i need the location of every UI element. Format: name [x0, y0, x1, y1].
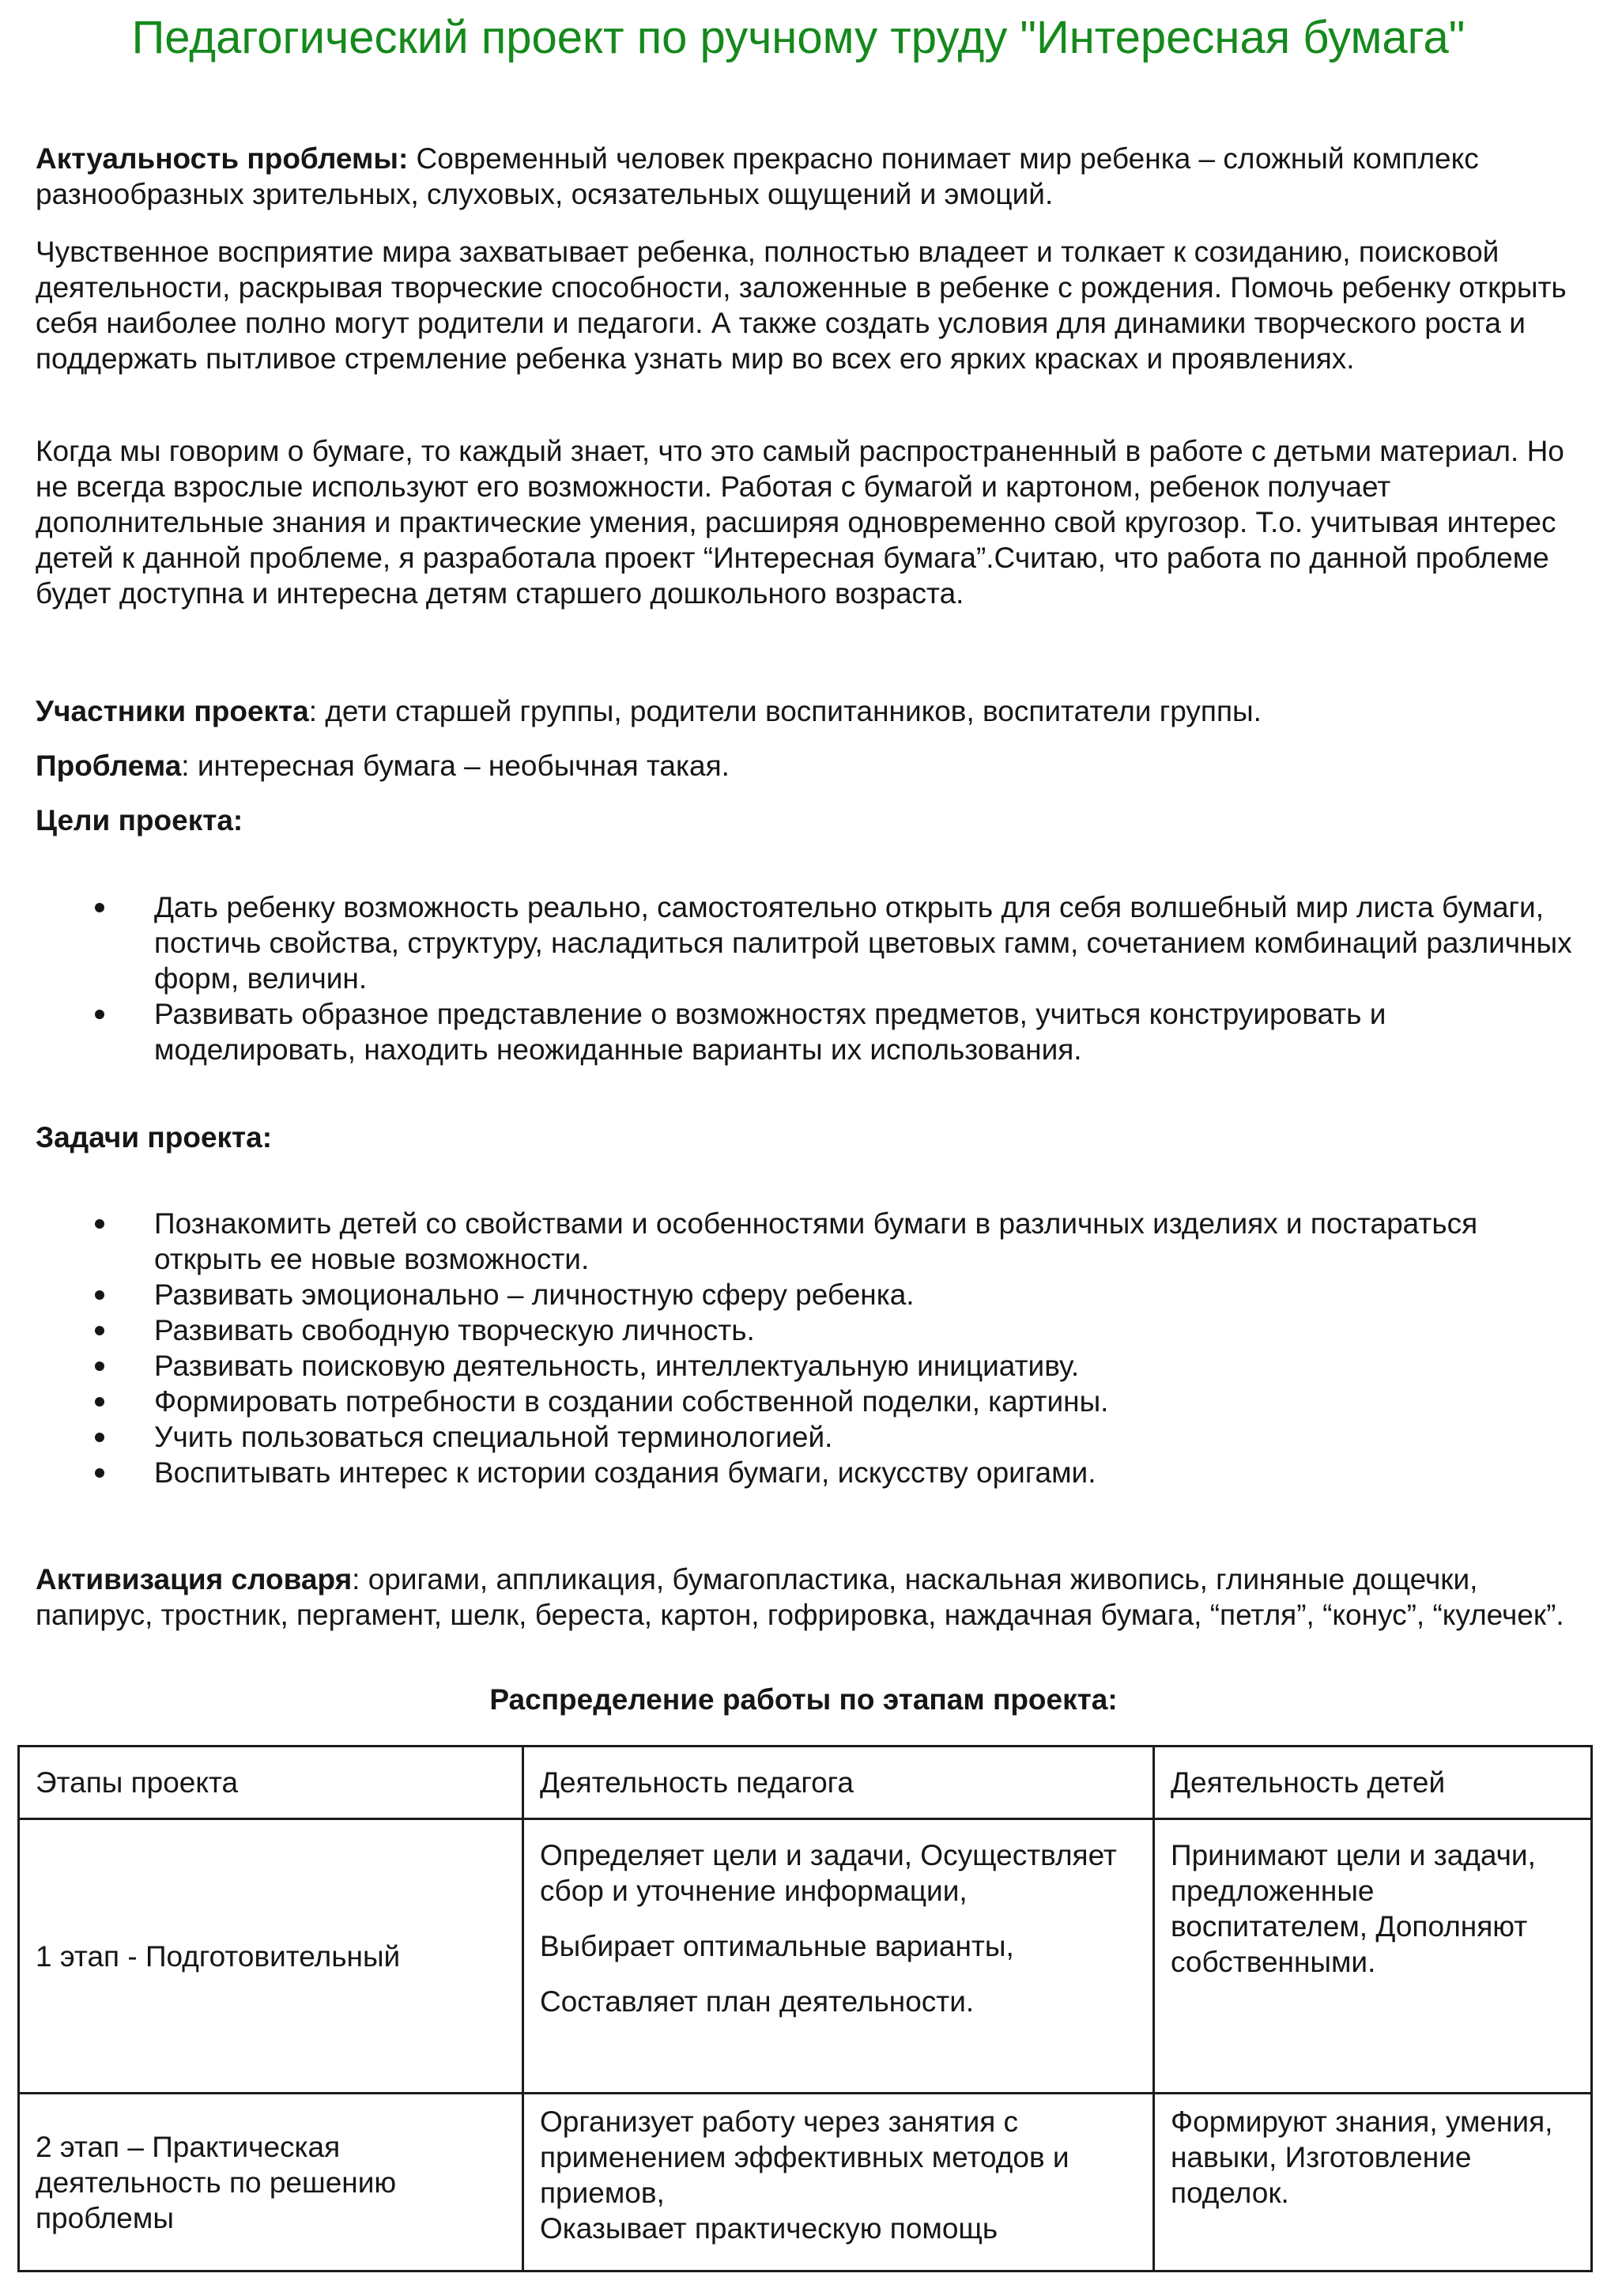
relevance-text: Современный человек прекрасно понимает мир ребенка – сложный комплекс разнообразных зрительных, слуховых, осязательных ощущений и эмоций. [36, 142, 1479, 210]
paragraph-perception: Чувственное восприятие мира захватывает ребенка, полностью владеет и толкает к созиданию, поисковой деятельности, раскрывая творческие способности, заложенные в ребенке с рождения. Помочь ребенку открыть себя наиболее полно могут родители и педагоги. А также создать условия для динамики творческого роста и поддержать пытливое стремление ребенка узнать мир во всех его ярких красках и проявлениях. [36, 236, 1567, 375]
stage-cell: 1 этап - Подготовительный [19, 1819, 523, 2094]
list-item: Познакомить детей со свойствами и особенностями бумаги в различных изделиях и постараться открыть ее новые возможности. [95, 1206, 1573, 1277]
bullet-icon [95, 1433, 104, 1442]
paragraph-paper: Когда мы говорим о бумаге, то каждый знает, что это самый распространенный в работе с детьми материал. Но не всегда взрослые используют его возможности. Работая с бумагой и картоном, ребенок получает дополнительные знания и практические умения, расширяя одновременно свой кругозор. Т.о. учитывая интерес детей к данной проблеме, я разработала проект “Интересная бумага”.Считаю, что работа по данной проблеме будет доступна и интересна детям старшего дошкольного возраста. [36, 435, 1564, 610]
children-cell: Формируют знания, умения, навыки, Изготовление поделок. [1154, 2094, 1592, 2271]
list-item: Развивать свободную творческую личность. [95, 1312, 1573, 1348]
bullet-icon [95, 1010, 104, 1019]
problem-label: Проблема [36, 750, 182, 782]
relevance-label: Актуальность проблемы: [36, 142, 409, 175]
header-stages: Этапы проекта [19, 1747, 523, 1819]
participants-label: Участники проекта [36, 695, 309, 727]
bullet-icon [95, 1468, 104, 1478]
problem-line [36, 748, 1577, 784]
bullet-icon [95, 1290, 104, 1300]
participants-line [36, 693, 1577, 729]
tasks-heading: Задачи проекта: [36, 1121, 273, 1154]
stages-table [17, 1745, 1593, 2272]
table-header-row [19, 1747, 1592, 1819]
tasks-list [95, 1206, 1573, 1490]
teacher-cell: Организует работу через занятия с применением эффективных методов и приемов, Оказывает практическую помощь [523, 2094, 1154, 2271]
page-title: Педагогический проект по ручному труду "Интересная бумага" [131, 12, 1466, 63]
relevance-paragraph [36, 141, 1577, 212]
list-item: Воспитывать интерес к истории создания бумаги, искусству оригами. [95, 1455, 1573, 1490]
vocabulary-text: : оригами, аппликация, бумагопластика, наскальная живопись, глиняные дощечки, папирус, тростник, пергамент, шелк, береста, картон, гофрировка, наждачная бумага, “петля”, “конус”, “кулечек”. [36, 1563, 1564, 1631]
bullet-icon [95, 1326, 104, 1335]
bullet-icon [95, 1361, 104, 1371]
header-teacher: Деятельность педагога [523, 1747, 1154, 1819]
table-row [19, 2094, 1592, 2271]
bullet-icon [95, 1397, 104, 1407]
goals-heading: Цели проекта: [36, 804, 243, 836]
children-cell: Принимают цели и задачи, предложенные воспитателем, Дополняют собственными. [1154, 1819, 1592, 2094]
header-children: Деятельность детей [1154, 1747, 1592, 1819]
participants-text: : дети старшей группы, родители воспитанников, воспитатели группы. [308, 695, 1262, 727]
teacher-cell: Определяет цели и задачи, Осуществляет сбор и уточнение информации, Выбирает оптимальные варианты, Составляет план деятельности. [523, 1819, 1154, 2094]
problem-text: : интересная бумага – необычная такая. [181, 750, 730, 782]
table-title: Распределение работы по этапам проекта: [489, 1683, 1118, 1716]
table-row [19, 1819, 1592, 2094]
bullet-icon [95, 1219, 104, 1229]
stage-cell: 2 этап – Практическая деятельность по решению проблемы [19, 2094, 523, 2271]
bullet-icon [95, 903, 104, 912]
list-item: Развивать образное представление о возможностях предметов, учиться конструировать и моделировать, находить неожиданные варианты их использования. [95, 996, 1573, 1067]
list-item: Формировать потребности в создании собственной поделки, картины. [95, 1384, 1573, 1419]
list-item: Учить пользоваться специальной терминологией. [95, 1419, 1573, 1455]
goals-list [95, 889, 1573, 1067]
list-item: Дать ребенку возможность реально, самостоятельно открыть для себя волшебный мир листа бумаги, постичь свойства, структуру, насладиться палитрой цветовых гамм, сочетанием комбинаций различных форм, величин. [95, 889, 1573, 996]
vocabulary-paragraph [36, 1562, 1577, 1633]
list-item: Развивать поисковую деятельность, интеллектуальную инициативу. [95, 1348, 1573, 1384]
list-item: Развивать эмоционально – личностную сферу ребенка. [95, 1277, 1573, 1312]
vocabulary-label: Активизация словаря [36, 1563, 353, 1595]
